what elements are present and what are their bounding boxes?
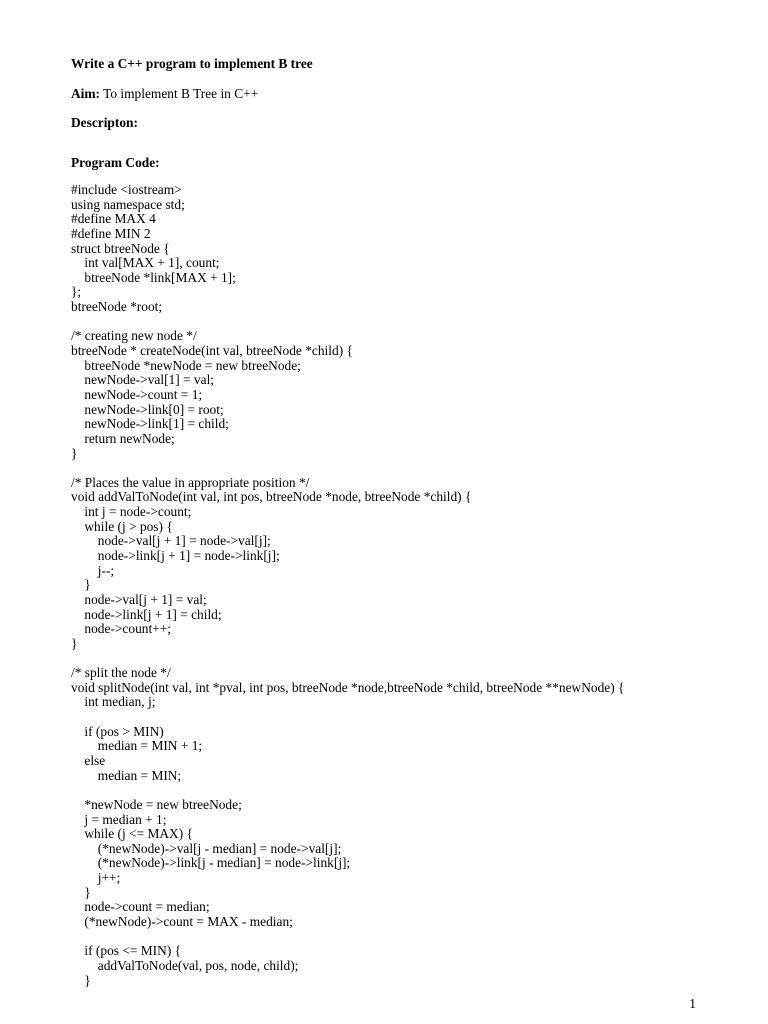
document-title: Write a C++ program to implement B tree	[71, 56, 313, 71]
code-line	[71, 930, 624, 945]
page-number: 1	[689, 996, 696, 1011]
code-line: btreeNode *root;	[71, 299, 163, 315]
program-code-label: Program Code:	[71, 155, 160, 170]
code-line: if (pos > MIN)	[71, 723, 164, 739]
code-line	[71, 710, 624, 725]
code-line: }	[71, 445, 78, 461]
code-line: while (j <= MAX) {	[71, 826, 193, 842]
code-block	[71, 183, 624, 988]
code-line: btreeNode *link[MAX + 1];	[71, 269, 236, 285]
code-line: node->count++;	[71, 621, 172, 637]
code-line: newNode->link[1] = child;	[71, 416, 229, 432]
code-line	[71, 315, 624, 330]
code-line: int median, j;	[71, 694, 156, 710]
code-line: #define MIN 2	[71, 225, 151, 241]
code-line: }	[71, 577, 91, 593]
code-line: void addValToNode(int val, int pos, btreeNode *node, btreeNode *child) {	[71, 489, 472, 505]
code-line: median = MIN;	[71, 767, 182, 783]
code-line: /* Places the value in appropriate position */	[71, 474, 310, 490]
code-line: int val[MAX + 1], count;	[71, 255, 220, 271]
code-line: btreeNode *newNode = new btreeNode;	[71, 357, 301, 373]
code-line: #define MAX 4	[71, 211, 156, 227]
code-line: j = median + 1;	[71, 811, 167, 827]
code-line: (*newNode)->link[j - median] = node->link[j];	[71, 855, 351, 871]
code-line: node->count = median;	[71, 899, 210, 915]
code-line: #include <iostream>	[71, 182, 182, 197]
code-line: /* creating new node */	[71, 328, 197, 344]
code-line: node->val[j + 1] = node->val[j];	[71, 533, 271, 549]
code-line	[71, 461, 624, 476]
code-line: return newNode;	[71, 430, 175, 446]
code-line	[71, 652, 624, 667]
code-line: j--;	[71, 562, 115, 578]
code-line: node->val[j + 1] = val;	[71, 591, 207, 607]
code-line: };	[71, 284, 82, 300]
code-line: j++;	[71, 870, 121, 886]
code-line: int j = node->count;	[71, 504, 192, 520]
aim-text: To implement B Tree in C++	[100, 86, 259, 101]
code-line: newNode->count = 1;	[71, 386, 203, 402]
code-line: (*newNode)->count = MAX - median;	[71, 914, 293, 930]
code-line: node->link[j + 1] = child;	[71, 606, 222, 622]
code-line: struct btreeNode {	[71, 240, 170, 256]
code-line: void splitNode(int val, int *pval, int pos, btreeNode *node,btreeNode *child, btreeNode **newNode) {	[71, 679, 625, 695]
code-line: addValToNode(val, pos, node, child);	[71, 957, 299, 973]
description-label: Descripton:	[71, 115, 138, 130]
code-line: if (pos <= MIN) {	[71, 943, 182, 959]
code-line: *newNode = new btreeNode;	[71, 796, 242, 812]
aim-label: Aim:	[71, 86, 101, 101]
code-line: newNode->link[0] = root;	[71, 401, 224, 417]
code-line	[71, 783, 624, 798]
aim-line	[71, 86, 258, 102]
code-line: using namespace std;	[71, 196, 185, 212]
code-line: }	[71, 972, 91, 988]
code-line: }	[71, 635, 78, 651]
code-line: }	[71, 884, 91, 900]
code-line: node->link[j + 1] = node->link[j];	[71, 548, 280, 564]
code-line: else	[71, 752, 106, 768]
code-line: btreeNode * createNode(int val, btreeNode *child) {	[71, 343, 353, 359]
code-line: (*newNode)->val[j - median] = node->val[j];	[71, 840, 342, 856]
code-line: newNode->val[1] = val;	[71, 372, 215, 388]
code-line: while (j > pos) {	[71, 518, 173, 534]
code-line: /* split the node */	[71, 665, 171, 681]
code-line: median = MIN + 1;	[71, 738, 203, 754]
